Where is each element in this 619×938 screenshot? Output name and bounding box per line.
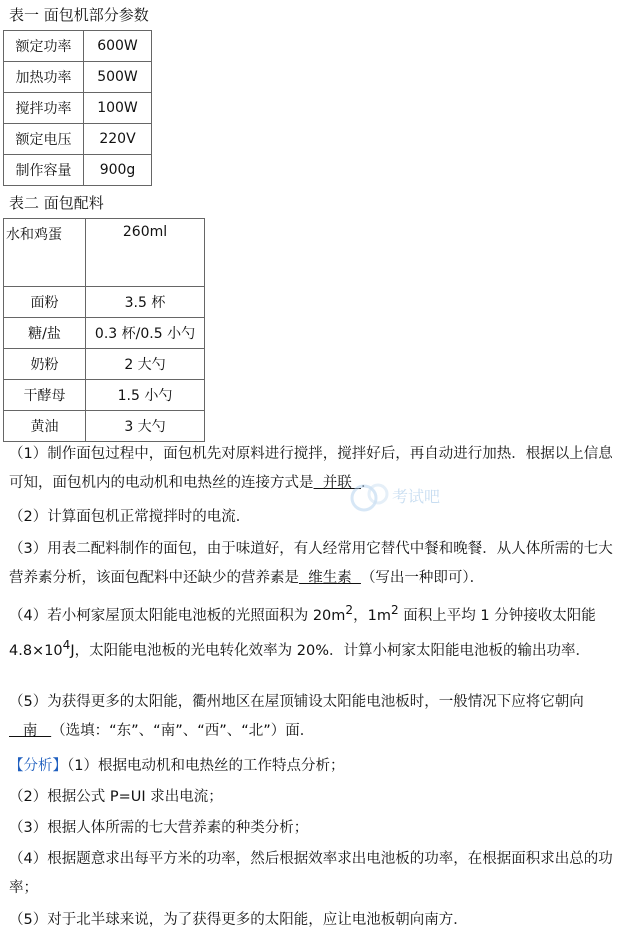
table-cell: 0.3 杯/0.5 小勺	[86, 318, 205, 349]
question-text: ．	[360, 475, 376, 491]
table-cell: 水和鸡蛋	[4, 219, 86, 287]
table-row	[4, 287, 205, 318]
table-cell: 奶粉	[4, 349, 86, 380]
answer-blank: 并联	[313, 475, 361, 491]
table-cell: 260ml	[86, 219, 205, 287]
question-4	[9, 596, 613, 666]
answer-blank: 维生素	[299, 570, 361, 586]
table-row	[4, 62, 152, 93]
superscript: 2	[390, 603, 399, 617]
table-cell: 糖/盐	[4, 318, 86, 349]
question-text: 面积上平均 1 分钟接收太阳能 4.8×10	[9, 607, 596, 659]
table-row	[4, 219, 205, 287]
question-text: （3）用表二配料制作的面包，由于味道好，有人经常用它替代中餐和晚餐．从人体所需的七大营养素分析，该面包配料中还缺少的营养素是	[9, 541, 613, 586]
answer-blank: 南	[9, 723, 52, 739]
table-cell: 额定电压	[4, 124, 84, 155]
table-cell: 500W	[84, 62, 152, 93]
question-5	[9, 688, 613, 746]
question-text: （4）若小柯家屋顶太阳能电池板的光照面积为 20m	[9, 607, 346, 624]
table-cell: 干酵母	[4, 380, 86, 411]
table-row	[4, 31, 152, 62]
table2-caption: 表二 面包配料	[9, 194, 104, 212]
question-text: （选填：“东”、“南”、“西”、“北”）面．	[51, 723, 315, 739]
analysis-text: （1）根据电动机和电热丝的工作特点分析；	[67, 758, 345, 774]
question-text: J，太阳能电池板的光电转化效率为 20%．计算小柯家太阳能电池板的输出功率．	[70, 642, 590, 659]
table-cell: 600W	[84, 31, 152, 62]
table-row	[4, 124, 152, 155]
table-cell: 900g	[84, 155, 152, 186]
superscript: 4	[62, 637, 71, 652]
watermark-text: 考试吧	[392, 487, 441, 506]
analysis-2: （2）根据公式 P=UI 求出电流；	[9, 789, 223, 805]
table-row	[4, 411, 205, 442]
superscript: 2	[345, 603, 354, 617]
table-row	[4, 380, 205, 411]
table-cell: 3 大勺	[86, 411, 205, 442]
table-cell: 加热功率	[4, 62, 84, 93]
question-1	[9, 440, 613, 498]
question-text: （写出一种即可）．	[360, 570, 485, 586]
table-cell: 面粉	[4, 287, 86, 318]
table-bread-ingredients	[3, 218, 205, 442]
table-row	[4, 318, 205, 349]
table-cell: 2 大勺	[86, 349, 205, 380]
table-cell: 搅拌功率	[4, 93, 84, 124]
table-cell: 黄油	[4, 411, 86, 442]
analysis-5: （5）对于北半球来说，为了获得更多的太阳能，应让电池板朝向南方．	[9, 912, 468, 928]
table-cell: 3.5 杯	[86, 287, 205, 318]
table-cell: 220V	[84, 124, 152, 155]
analysis-3: （3）根据人体所需的七大营养素的种类分析；	[9, 820, 309, 836]
table-cell: 1.5 小勺	[86, 380, 205, 411]
question-text: ，1m	[353, 607, 391, 624]
table-cell: 额定功率	[4, 31, 84, 62]
table-row	[4, 93, 152, 124]
analysis-tag: 【分析】	[9, 758, 67, 774]
analysis-4: （4）根据题意求出每平方米的功率，然后根据效率求出电池板的功率，在根据面积求出总的功率；	[9, 851, 613, 896]
table-cell: 100W	[84, 93, 152, 124]
table-cell: 制作容量	[4, 155, 84, 186]
table-row	[4, 349, 205, 380]
question-2: （2）计算面包机正常搅拌时的电流．	[9, 509, 251, 525]
question-3	[9, 535, 613, 593]
table-row	[4, 155, 152, 186]
table-machine-params	[3, 30, 152, 186]
table1-caption: 表一 面包机部分参数	[9, 6, 149, 24]
question-text: （5）为获得更多的太阳能，衢州地区在屋顶铺设太阳能电池板时，一般情况下应将它朝向	[9, 694, 584, 710]
analysis-1	[9, 752, 613, 781]
question-text: （1）制作面包过程中，面包机先对原料进行搅拌，搅拌好后，再自动进行加热．根据以上信息可知，面包机内的电动机和电热丝的连接方式是	[9, 446, 613, 491]
